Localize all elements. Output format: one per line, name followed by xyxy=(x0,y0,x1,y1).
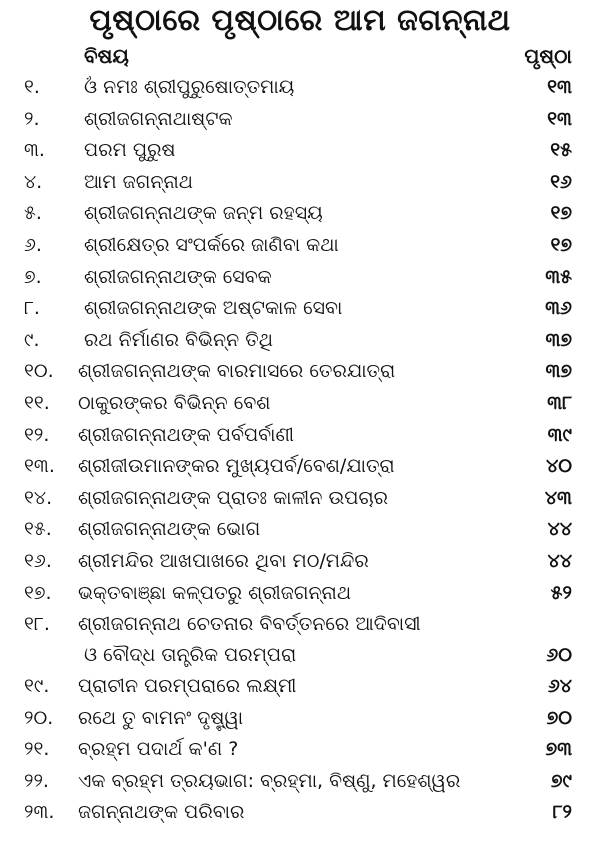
entry-number: ୧୩. xyxy=(24,455,55,478)
page-column-label: ପୃଷ୍ଠା xyxy=(524,44,572,68)
entry-number: ୨୧. xyxy=(24,738,50,761)
entry-number: ୧. xyxy=(24,76,40,98)
toc-entry xyxy=(22,420,578,452)
toc-entry xyxy=(22,671,578,703)
entry-title: ପରମ ପୁରୁଷ xyxy=(84,139,176,162)
entry-title: ରଥେ ତୁ ବାମନଂ ଦୃଷ୍ଟ୍ୱା xyxy=(78,706,244,729)
entry-page-number: ୧୩ xyxy=(547,76,572,98)
entry-page-number: ୩୭ xyxy=(545,328,572,351)
entry-title: ଶ୍ରୀଜଗନ୍ନାଥଙ୍କ ଭୋଗ xyxy=(78,518,261,541)
entry-page-number: ୪୩ xyxy=(544,486,572,509)
entry-title: ଶ୍ରୀକ୍ଷେତ୍ର ସଂପର୍କରେ ଜାଣିବା କଥା xyxy=(84,233,339,256)
toc-entry xyxy=(22,703,578,735)
entry-number: ୧୯. xyxy=(24,675,50,698)
toc-entry xyxy=(22,135,578,167)
toc-entry xyxy=(22,514,578,546)
entry-page-number: ୩୭ xyxy=(545,360,572,383)
entry-page-number: ୧୭ xyxy=(550,233,572,256)
entry-number: ୮. xyxy=(24,297,40,320)
entry-title: ଶ୍ରୀଜଗନ୍ନାଥ ଚେତନାର ବିବର୍ତ୍ତନରେ ଆଦିବାସୀ xyxy=(78,613,421,636)
entry-page-number: ୧୭ xyxy=(550,202,572,225)
entry-number: ୧୬. xyxy=(24,549,52,572)
entry-page-number: ୬୪ xyxy=(547,675,572,698)
entry-title: ଠାକୁରଙ୍କର ବିଭିନ୍ନ ବେଶ xyxy=(78,391,271,414)
toc-entry xyxy=(22,72,578,104)
toc-list xyxy=(22,72,578,829)
toc-entry xyxy=(22,262,578,294)
entry-number: ୫. xyxy=(24,202,42,225)
entry-number: ୯. xyxy=(24,328,40,351)
entry-number: ୧୮. xyxy=(24,613,50,636)
entry-page-number: ୧୫ xyxy=(550,139,572,162)
entry-title: ଶ୍ରୀମନ୍ଦିର ଆଖପାଖରେ ଥିବା ମଠ/ମନ୍ଦିର xyxy=(78,549,369,572)
toc-entry xyxy=(22,198,578,230)
entry-number: ୧୦. xyxy=(24,360,54,383)
page-title: ପୃଷ୍ଠାରେ ପୃଷ୍ଠାରେ ଆମ ଜଗନ୍ନାଥ xyxy=(89,3,511,38)
entry-number: ୪. xyxy=(24,170,43,193)
toc-entry xyxy=(22,483,578,515)
entry-title: ଓଁ ନମଃ ଶ୍ରୀପୁରୁଷୋତ୍ତମାୟ xyxy=(84,76,295,98)
entry-number: ୬. xyxy=(24,233,42,256)
toc-entry xyxy=(22,609,578,671)
entry-number: ୧୧. xyxy=(24,391,50,414)
toc-entry xyxy=(22,293,578,325)
entry-title: ପ୍ରାଚୀନ ପରମ୍ପରାରେ ଲକ୍ଷ୍ମୀ xyxy=(78,675,297,698)
entry-number: ୭. xyxy=(24,265,42,288)
entry-number: ୧୭. xyxy=(24,581,52,604)
entry-title: ଶ୍ରୀଜଗନ୍ନାଥଙ୍କ ସେବକ xyxy=(84,265,272,288)
entry-number: ୨. xyxy=(24,107,40,130)
entry-number: ୧୨. xyxy=(24,423,50,446)
toc-entry xyxy=(22,734,578,766)
entry-page-number: ୭୩ xyxy=(545,738,572,761)
toc-entry xyxy=(22,104,578,136)
entry-page-number: ୧୩ xyxy=(547,107,572,130)
entry-title: ଆମ ଜଗନ୍ନାଥ xyxy=(84,170,193,193)
entry-page-number: ୪୦ xyxy=(546,455,572,478)
toc-entry xyxy=(22,451,578,483)
entry-title: ବ୍ରହ୍ମ ପଦାର୍ଥ କ'ଣ ? xyxy=(78,738,239,761)
entry-title: ଶ୍ରୀଜଗନ୍ନାଥଙ୍କ ପର୍ବପର୍ବାଣୀ xyxy=(78,423,294,446)
entry-page-number: ୩୮ xyxy=(547,391,572,414)
entry-title-continued: ଓ ବୌଦ୍ଧ ତାନ୍ତ୍ରିକ ପରମ୍ପରା xyxy=(84,644,297,667)
toc-entry xyxy=(22,325,578,357)
entry-number: ୩. xyxy=(24,139,45,162)
entry-title: ଶ୍ରୀଜୀଉମାନଙ୍କର ମୁଖ୍ୟପର୍ବ/ବେଶ/ଯାତ୍ରା xyxy=(78,455,395,478)
entry-page-number: ୭୯ xyxy=(550,769,572,792)
entry-title: ଏକ ବ୍ରହ୍ମ ତ୍ରୟଭାଗ: ବ୍ରହ୍ମା, ବିଷ୍ଣୁ, ମହେଶ୍ୱର xyxy=(78,769,461,792)
toc-entry xyxy=(22,797,578,829)
entry-title: ଶ୍ରୀଜଗନ୍ନାଥଙ୍କ ଜନ୍ମ ରହସ୍ୟ xyxy=(84,202,323,225)
entry-number: ୨୦. xyxy=(24,706,54,729)
entry-page-number: ୭୦ xyxy=(546,706,572,729)
entry-page-number: ୩୬ xyxy=(545,297,572,320)
toc-entry xyxy=(22,546,578,578)
entry-number: ୨୨. xyxy=(24,769,49,792)
entry-title: ଶ୍ରୀଜଗନ୍ନାଥଙ୍କ ପ୍ରାତଃ କାଳୀନ ଉପଚାର xyxy=(78,486,389,509)
toc-entry xyxy=(22,356,578,388)
entry-page-number: ୫୨ xyxy=(550,581,572,604)
entry-number: ୧୪. xyxy=(24,486,53,509)
entry-page-number: ୧୬ xyxy=(550,170,572,193)
entry-title: ଶ୍ରୀଜଗନ୍ନାଥଙ୍କ ବାରମାସରେ ତେରଯାତ୍ରା xyxy=(78,360,396,383)
entry-page-number: ୩୫ xyxy=(545,265,572,288)
entry-number: ୧୫. xyxy=(24,518,52,541)
entry-title: ଜଗନ୍ନାଥଙ୍କ ପରିବାର xyxy=(78,801,245,824)
entry-page-number: ୮୨ xyxy=(552,801,572,824)
toc-entry xyxy=(22,766,578,798)
entry-number: ୨୩. xyxy=(24,801,55,824)
toc-header xyxy=(22,42,578,72)
toc-entry xyxy=(22,388,578,420)
entry-page-number: ୪୪ xyxy=(547,549,572,572)
entry-title: ଶ୍ରୀଜଗନ୍ନାଥଙ୍କ ଅଷ୍ଟକାଳ ସେବା xyxy=(84,297,343,320)
subject-column-label: ବିଷୟ xyxy=(84,44,129,68)
entry-title: ଭକ୍ତବାଞ୍ଛା କଳ୍ପତରୁ ଶ୍ରୀଜଗନ୍ନାଥ xyxy=(78,581,352,604)
toc-entry xyxy=(22,578,578,610)
toc-entry xyxy=(22,230,578,262)
toc-entry xyxy=(22,167,578,199)
entry-page-number: ୪୪ xyxy=(547,518,572,541)
entry-title: ରଥ ନିର୍ମାଣର ବିଭିନ୍ନ ତିଥି xyxy=(84,328,273,351)
entry-page-number: ୩୯ xyxy=(547,423,572,446)
entry-page-number: ୬୦ xyxy=(546,644,572,667)
entry-title: ଶ୍ରୀଜଗନ୍ନାଥାଷ୍ଟକ xyxy=(84,107,233,130)
